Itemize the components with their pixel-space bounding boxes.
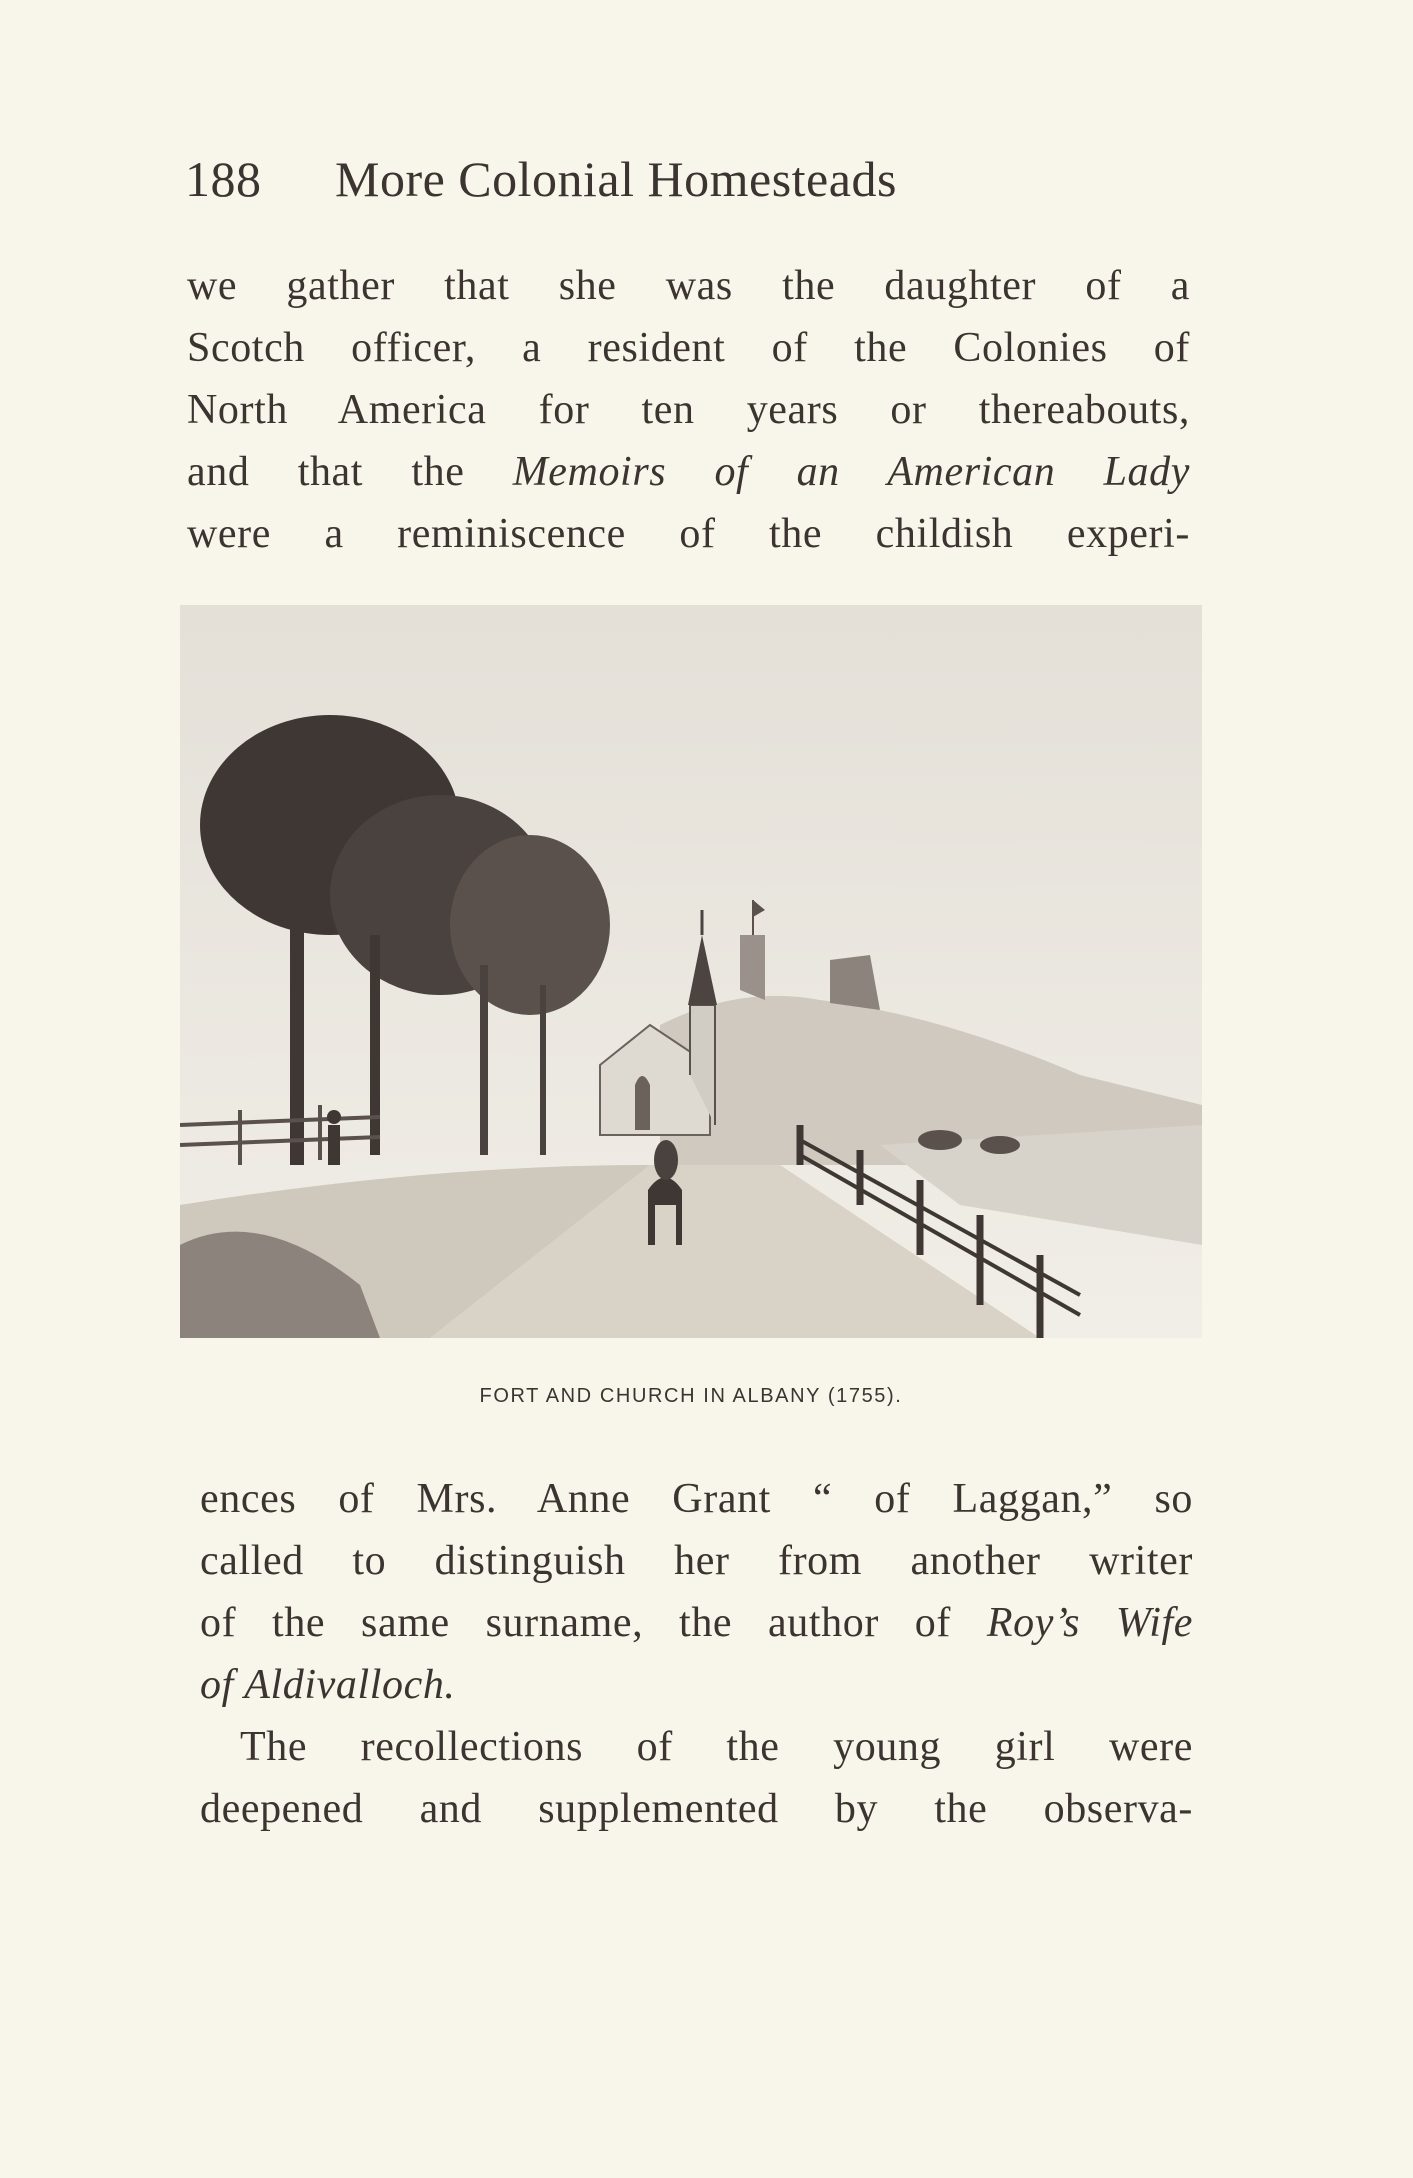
walking-figure xyxy=(328,1125,340,1165)
italic-book-title: Roy’s Wife xyxy=(986,1600,1193,1646)
page-number: 188 xyxy=(185,151,262,207)
text-line: and that the Memoirs of an American Lady xyxy=(187,449,1190,495)
text-line: Scotch officer, a resident of the Colonies of xyxy=(187,325,1190,371)
paragraph-middle xyxy=(200,1468,1193,1716)
figure-caption: FORT AND CHURCH IN ALBANY (1755). xyxy=(479,1385,903,1407)
italic-book-title: of Aldivalloch. xyxy=(200,1662,456,1708)
running-title: More Colonial Homesteads xyxy=(335,151,897,207)
text-line: of the same surname, the author of Roy’s Wife xyxy=(200,1600,1193,1646)
text-line: we gather that she was the daughter of a xyxy=(187,263,1190,309)
text-line: The recollections of the young girl were xyxy=(240,1724,1193,1770)
engraving-illustration xyxy=(180,605,1202,1338)
cattle xyxy=(918,1130,962,1150)
fort-and-church-engraving xyxy=(180,605,1202,1338)
text-line: North America for ten years or thereabouts, xyxy=(187,387,1190,433)
text-line xyxy=(200,1654,1193,1716)
text-line: ences of Mrs. Anne Grant “ of Laggan,” so xyxy=(200,1476,1193,1522)
text-line: deepened and supplemented by the observa- xyxy=(200,1786,1193,1832)
paragraph-bottom xyxy=(200,1716,1193,1840)
text-line: called to distinguish her from another writer xyxy=(200,1538,1193,1584)
text-line: were a reminiscence of the childish experi- xyxy=(187,511,1190,557)
paragraph-top xyxy=(187,255,1190,565)
running-header xyxy=(185,150,897,208)
italic-book-title: Memoirs of an American Lady xyxy=(512,449,1190,495)
fort-tower-left xyxy=(740,935,765,1000)
